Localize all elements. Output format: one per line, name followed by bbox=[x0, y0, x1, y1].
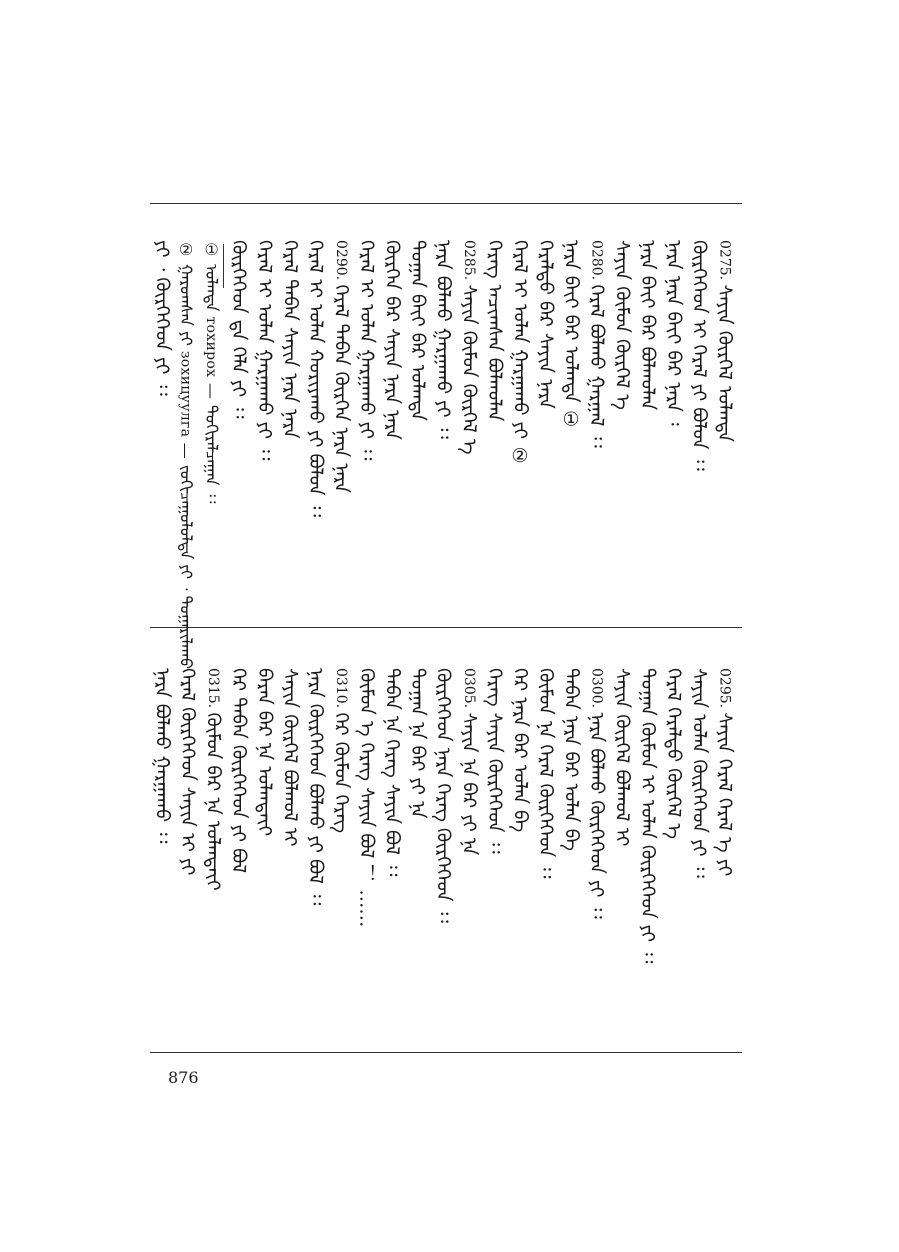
line-text: ᠨᠡᠷᠡ ᠪᠣᠯᠬᠤ ᠭᠠᠷᠭᠠᠬᠤ ᠄᠄ bbox=[151, 668, 173, 844]
line-number: 0295. bbox=[716, 668, 733, 713]
line-text: ᠨᠡᠷᠡ ᠨᠡᠷᠡ ᠪᠠᠶ᠋ᠢ ᠪᠡᠷ ᠨᠡᠷᠡ ᠄ bbox=[662, 240, 685, 426]
verse-line-upper bbox=[689, 240, 708, 471]
heading-text: ᠶᠢ ᠂ ᠬᠦᠷᠭᠡᠭᠡᠳ ᠶᠢ ᠄᠄ bbox=[151, 240, 173, 396]
line-number: 0275. bbox=[716, 240, 733, 285]
verse-line-upper bbox=[229, 240, 248, 419]
verse-line-upper bbox=[534, 240, 557, 409]
line-text: ᠨᠡᠷᠡ ᠪᠠᠶ᠋ᠢ ᠪᠡᠷ ᠣᠯᠠᠨᠲᠠ ① bbox=[560, 240, 583, 431]
verse-line-upper bbox=[381, 240, 404, 440]
verse-line-lower bbox=[229, 668, 248, 873]
verse-line-lower bbox=[459, 668, 478, 855]
verse-line-lower bbox=[611, 668, 634, 847]
verse-line-upper bbox=[253, 240, 276, 461]
footnote-separator bbox=[223, 244, 224, 288]
line-text: ᠨᠡᠷᠡ ᠬᠦᠷᠭᠡᠭᠡᠳ ᠪᠣᠯᠬᠤ ᠶᠢ ᠪᠣᠯ ᠄᠄ bbox=[304, 668, 327, 906]
verse-line-upper bbox=[560, 240, 583, 431]
verse-line-upper bbox=[587, 240, 606, 448]
line-text: ᠭᠡᠷᠡᠯ ᠪᠣᠯᠬᠤ ᠭᠠᠷᠭᠠᠯ ᠄᠄ bbox=[585, 284, 608, 448]
line-text: ᠰᠠᠶᠢᠨ ᠬᠦᠷᠭᠡᠯ ᠪᠣᠯᠬᠤᠯ ᠢ bbox=[278, 668, 301, 847]
line-text: ᠭᠡᠷ ᠨᠡᠷᠡ ᠪᠡᠷ ᠣᠯᠠᠨ ᠪᠡ bbox=[508, 668, 531, 833]
line-text: ᠬᠦᠷᠭᠡᠭᠡᠳ ᠨᠡᠷᠡ ᠬᠡᠷᠡᠭ ᠬᠦᠷᠭᠡᠭᠡᠳ ᠄᠄ bbox=[432, 668, 455, 923]
line-text: ᠰᠠᠶᠢᠨ ᠣᠯᠠᠨ ᠬᠦᠷᠭᠡᠭᠡᠳ ᠶᠢ ᠄᠄ bbox=[687, 668, 710, 878]
line-text: ᠬᠡᠷᠡᠭ ᠠᠴᠢᠭᠰᠠᠨ ᠪᠣᠯᠬᠤᠯᠠᠨ bbox=[483, 240, 506, 422]
line-text: ᠬᠦᠷᠭᠡᠭᠡᠳ ᠳᠠ ᠬᠡᠯᠡ ᠶᠢ ᠄᠄ bbox=[227, 240, 250, 419]
verse-line-upper bbox=[408, 240, 427, 421]
line-text: ᠰᠠᠶᠢᠨ ᠬᠦᠷᠭᠡᠯ ᠣᠯᠠᠨᠲᠠ bbox=[713, 284, 736, 443]
line-text: ᠬᠦᠮᠦᠨ ᠡ ᠬᠡᠷᠡᠭ ᠰᠠᠶᠢᠨ ᠪᠣᠯ ！ …… bbox=[355, 668, 378, 928]
footnote-2 bbox=[202, 240, 222, 504]
line-text: ᠰᠠᠶᠢᠨ ᠭᠡᠷᠡᠯ ᠭᠡᠷᠡᠯ ᠡ ᠶᠢ bbox=[713, 712, 736, 877]
line-number: 0285. bbox=[460, 240, 477, 285]
middle-rule bbox=[150, 627, 742, 628]
footnote-cyrillic: тохирох bbox=[203, 316, 220, 378]
verse-line-upper bbox=[611, 240, 634, 410]
line-text: ᠰᠠᠶᠢᠨ ᠬᠦᠷᠭᠡᠯ ᠪᠣᠯᠬᠤᠯ ᠢ bbox=[611, 668, 634, 847]
page-number: 876 bbox=[168, 1068, 199, 1087]
line-text: ᠭᠡᠷ ᠲᠠᠪᠠᠨ ᠬᠦᠷᠭᠡᠭᠡᠳ ᠶᠢ ᠪᠣᠯ bbox=[227, 668, 250, 874]
footnote-mark: ① bbox=[202, 240, 222, 265]
line-text: ᠲᠠᠪᠠᠨ ᠨᠡᠷᠡ ᠪᠡᠷ ᠣᠯᠠᠨ ᠪᠡ bbox=[560, 668, 583, 851]
footnote-text: ᠭᠠᠷᠤᠭᠰᠠᠨ ᠶᠢ bbox=[176, 264, 196, 351]
verse-line-lower bbox=[408, 668, 427, 818]
line-number: 0300. bbox=[588, 668, 605, 713]
verse-line-upper bbox=[459, 240, 478, 455]
verse-line-upper bbox=[331, 240, 350, 493]
verse-line-lower bbox=[662, 668, 685, 839]
verse-line-lower bbox=[331, 668, 350, 833]
verse-line-lower bbox=[638, 668, 657, 963]
line-number: 0315. bbox=[205, 668, 222, 713]
line-text: ᠨᠡᠷᠡ ᠪᠠᠶ᠋ᠢ ᠪᠡᠷ ᠪᠣᠯᠬᠤᠯᠠᠨ bbox=[636, 240, 659, 411]
line-number: 0280. bbox=[588, 240, 605, 285]
footnote-tail: — ᠲᠣᠬᠢᠷᠠᠯᠴᠠᠭᠠᠨ ᠄᠄ bbox=[202, 377, 222, 504]
line-text: ᠨᠡᠷᠡ ᠪᠣᠯᠬᠤ ᠬᠦᠷᠭᠡᠭᠡᠳ ᠶᠢ ᠄᠄ bbox=[585, 712, 608, 919]
verse-line-upper bbox=[510, 240, 529, 467]
verse-line-lower bbox=[280, 668, 299, 846]
verse-line-upper bbox=[357, 240, 376, 460]
footnote-text: ᠣᠯᠠᠨᠲᠠ bbox=[202, 264, 222, 317]
line-text: ᠲᠣᠭᠠᠨ ᠪᠠᠶ᠋ᠢ ᠪᠡᠷ ᠣᠯᠠᠨᠲᠠ bbox=[406, 240, 429, 421]
line-number: 0290. bbox=[332, 240, 349, 285]
verse-line-upper bbox=[638, 240, 657, 410]
line-text: ᠰᠠᠶᠢᠨ ᠬᠦᠮᠦᠨ ᠬᠦᠷᠭᠡᠯ ᠡ bbox=[611, 240, 634, 410]
line-text: ᠰᠠᠶᠢᠨ ᠨᠡ ᠪᠡᠷ ᠶᠢ ᠨᠡ bbox=[457, 712, 480, 856]
line-text: ᠭᠡᠷᠡᠯ ᠢ ᠣᠯᠠᠨ ᠭᠠᠷᠭᠠᠬᠤ ᠶᠢ ᠄᠄ bbox=[253, 240, 276, 461]
line-text: ᠬᠡᠷᠡᠭ ᠰᠠᠶᠢᠨ ᠬᠦᠷᠭᠡᠭᠡᠳ ᠄᠄ bbox=[483, 668, 506, 854]
verse-line-lower bbox=[587, 668, 606, 919]
verse-line-upper bbox=[662, 240, 685, 426]
line-text: ᠭᠡᠷᠡᠯᠲᠦ ᠪᠡᠷ ᠰᠠᠶᠢᠨ ᠨᠡᠷᠡ bbox=[534, 240, 557, 409]
line-text: ᠭᠡᠷᠡᠯ ᠲᠠᠪᠠᠨ ᠬᠦᠷᠭᠡᠨ ᠨᠡᠷᠡ ᠨᠡᠷᠡ bbox=[329, 284, 352, 494]
verse-line-upper bbox=[432, 240, 455, 439]
verse-line-upper bbox=[713, 240, 736, 443]
verse-line-lower bbox=[713, 668, 736, 877]
verse-line-lower bbox=[152, 668, 171, 843]
line-text: ᠨᠡᠷᠡ ᠪᠣᠯᠬᠤ ᠭᠠᠷᠭᠠᠬᠤ ᠶᠢ ᠄᠄ bbox=[432, 240, 455, 439]
line-text: ᠭᠡᠷᠡᠯ ᠢ ᠣᠯᠠᠨ ᠬᠣᠷᠢᠶᠠᠬᠤ ᠶᠢ ᠪᠣᠯᠤᠨ ᠄᠄ bbox=[304, 240, 327, 518]
line-text: ᠭᠡᠷ ᠬᠦᠮᠦᠨ ᠬᠡᠷᠡᠭ bbox=[329, 712, 352, 834]
verse-line-lower bbox=[534, 668, 557, 879]
line-text: ᠬᠦᠷᠭᠡᠨ ᠪᠡᠷ ᠰᠠᠶᠢᠨ ᠨᠡᠷᠡ ᠨᠡᠷᠡ bbox=[381, 240, 404, 440]
verse-line-lower bbox=[510, 668, 529, 832]
verse-line-lower bbox=[357, 668, 376, 927]
heading-column bbox=[152, 240, 171, 396]
footnote-mark: ② bbox=[176, 240, 196, 265]
line-text: ᠲᠣᠭᠠᠨ ᠨᠡ ᠪᠡᠷ ᠶᠢ ᠨᠡ bbox=[406, 668, 429, 819]
line-text: ᠰᠠᠶᠢᠨ ᠬᠦᠮᠦᠨ ᠬᠦᠷᠭᠡᠯ ᠡ bbox=[457, 284, 480, 455]
line-text: ᠲᠠᠪᠠᠨ ᠨᠡ ᠬᠡᠷᠡᠭ ᠰᠠᠶᠢᠨ ᠪᠣᠯ ᠄᠄ bbox=[381, 668, 404, 877]
line-number: 0310. bbox=[332, 668, 349, 713]
verse-line-lower bbox=[304, 668, 327, 906]
verse-line-lower bbox=[178, 668, 197, 875]
footnote-1 bbox=[178, 240, 194, 669]
verse-line-lower bbox=[560, 668, 583, 851]
line-number: 0305. bbox=[460, 668, 477, 713]
line-text: ᠲᠣᠭᠠᠨ ᠬᠦᠮᠦᠨ ᠢ ᠣᠯᠠᠨ ᠬᠦᠷᠭᠡᠭᠡᠳ ᠶᠢ ᠄᠄ bbox=[636, 668, 659, 964]
verse-line-lower bbox=[483, 668, 506, 854]
line-text: ᠬᠦᠮᠦᠨ ᠨᠡ ᠭᠡᠷᠡᠯ ᠬᠦᠷᠭᠡᠭᠡᠳ ᠄᠄ bbox=[534, 668, 557, 879]
verse-line-lower bbox=[253, 668, 276, 837]
verse-line-lower bbox=[381, 668, 404, 877]
footnote-cyrillic: зохицуулга bbox=[177, 350, 194, 438]
bottom-rule bbox=[150, 1052, 742, 1053]
verse-line-lower bbox=[432, 668, 455, 923]
line-text: ᠪᠡᠷᠡᠨ ᠪᠡᠷ ᠨᠡ ᠣᠯᠠᠨᠲᠠᠶ᠋ᠢ bbox=[253, 668, 276, 837]
line-text: ᠭᠡᠷᠡᠯ ᠲᠠᠪᠠᠨ ᠰᠠᠶᠢᠨ ᠨᠡᠷᠡ ᠨᠡᠷᠡ bbox=[278, 240, 301, 439]
line-text: ᠭᠡᠷᠡᠯ ᠢ ᠣᠯᠠᠨ ᠭᠠᠷᠭᠠᠬᠤ ᠶᠢ ᠄᠄ bbox=[355, 240, 378, 461]
line-text: ᠬᠦᠷᠭᠡᠭᠡᠳ ᠢ ᠭᠡᠷᠡᠯ ᠶᠢ ᠪᠣᠯᠤᠨ ᠄᠄ bbox=[687, 240, 710, 471]
line-text: ᠭᠡᠷᠡᠯ ᠬᠦᠷᠭᠡᠭᠡᠳ ᠰᠠᠶᠢᠨ ᠢ ᠶᠢ bbox=[176, 668, 199, 876]
footnote-tail: — ᠵᠣᠬᠢᠴᠠᠭᠤᠯᠤᠯᠲᠠ ᠶᠢ ᠂ ᠲᠣᠭᠠᠷᠢᠯᠠᠬᠤ bbox=[176, 437, 196, 670]
top-rule bbox=[150, 203, 742, 204]
verse-line-upper bbox=[483, 240, 506, 422]
verse-line-lower bbox=[689, 668, 708, 878]
line-text: ᠬᠦᠮᠦᠨ ᠪᠡᠷ ᠨᠡ ᠣᠯᠠᠨᠲᠠᠶ᠋ᠢ bbox=[202, 712, 225, 891]
line-text: ᠭᠡᠷᠡᠯ ᠭᠡᠷᠡᠯᠲᠦ ᠬᠦᠷᠭᠡᠯ ᠡ bbox=[662, 668, 685, 839]
verse-line-lower bbox=[202, 668, 225, 891]
verse-line-upper bbox=[280, 240, 299, 439]
line-text: ᠭᠡᠷᠡᠯ ᠢ ᠣᠯᠠᠨ ᠭᠠᠷᠭᠠᠬᠤ ᠶᠢ ② bbox=[508, 240, 531, 468]
verse-line-upper bbox=[304, 240, 327, 518]
